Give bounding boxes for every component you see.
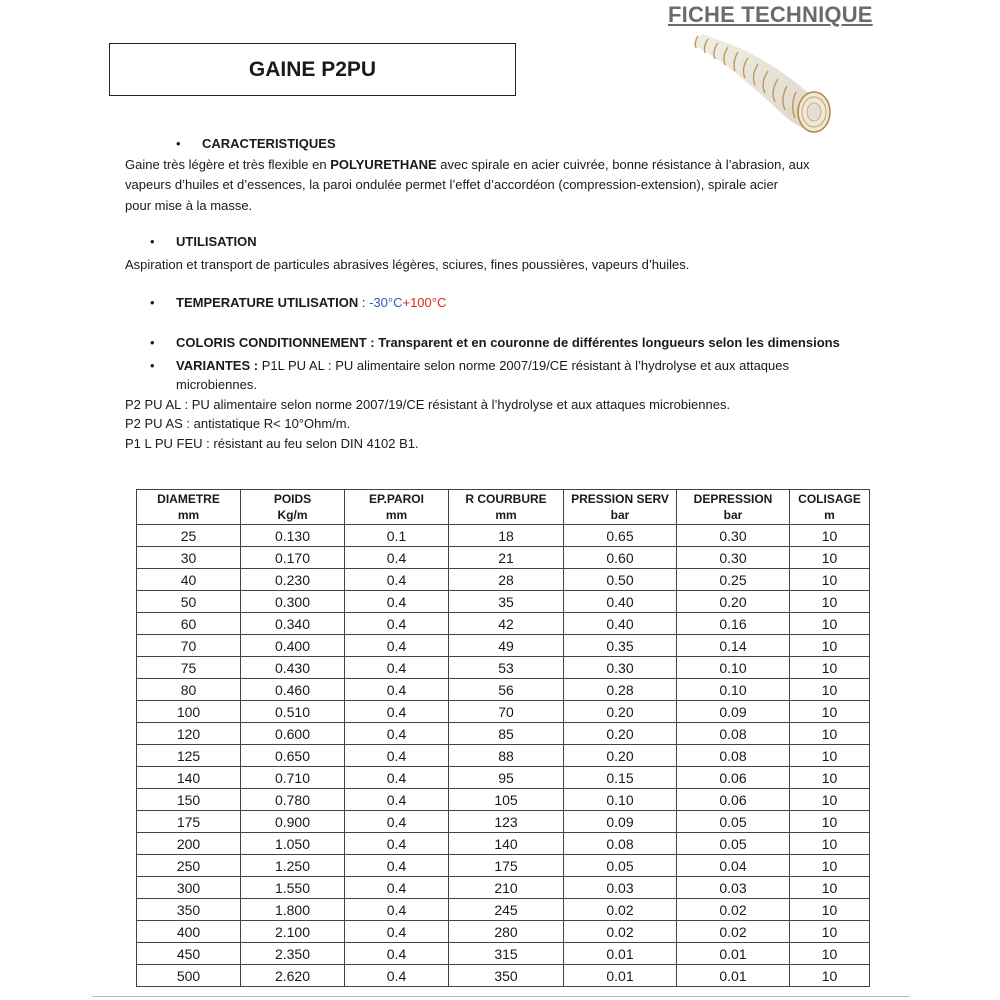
table-cell: 0.4 (345, 613, 449, 635)
table-body (137, 525, 870, 987)
table-cell: 2.350 (241, 943, 345, 965)
table-cell: 18 (449, 525, 564, 547)
variantes-line-2: microbiennes. (176, 377, 257, 392)
table-cell: 0.4 (345, 635, 449, 657)
table-cell: 1.050 (241, 833, 345, 855)
table-cell: 0.4 (345, 701, 449, 723)
table-cell: 0.170 (241, 547, 345, 569)
table-cell: 140 (137, 767, 241, 789)
temperature-heading: TEMPERATURE UTILISATION (176, 295, 359, 310)
table-cell: 0.10 (564, 789, 677, 811)
table-cell: 100 (137, 701, 241, 723)
table-cell: 0.710 (241, 767, 345, 789)
caracteristiques-line-1 (125, 155, 810, 175)
page-bottom-divider (92, 996, 910, 997)
table-cell: 70 (137, 635, 241, 657)
variantes-line-1 (176, 356, 789, 376)
table-cell: 350 (449, 965, 564, 987)
table-cell: 125 (137, 745, 241, 767)
header-unit: mm (177, 508, 200, 522)
table-cell: 0.4 (345, 745, 449, 767)
table-row (137, 591, 870, 613)
product-title: GAINE P2PU (248, 57, 377, 81)
header-unit: mm (385, 508, 408, 522)
table-cell: 10 (790, 943, 870, 965)
table-cell: 0.09 (677, 701, 790, 723)
fiche-technique-label: FICHE TECHNIQUE (668, 2, 873, 27)
table-cell: 85 (449, 723, 564, 745)
table-row (137, 767, 870, 789)
caracteristiques-line-2: vapeurs d’huiles et d’essences, la paroi ondulée permet l’effet d’accordéon (compression-extension), spirale acier (125, 177, 779, 192)
table-cell: 10 (790, 745, 870, 767)
table-cell: 0.4 (345, 723, 449, 745)
table-cell: 0.05 (677, 811, 790, 833)
table-cell: 0.05 (564, 855, 677, 877)
table-cell: 0.340 (241, 613, 345, 635)
variantes-line-4: P2 PU AS : antistatique R< 10°Ohm/m. (125, 416, 351, 431)
table-cell: 21 (449, 547, 564, 569)
text-span: : (358, 295, 370, 310)
table-cell: 1.250 (241, 855, 345, 877)
table-cell: 1.800 (241, 899, 345, 921)
table-cell: 300 (137, 877, 241, 899)
table-cell: 0.08 (677, 745, 790, 767)
table-cell: 0.40 (564, 613, 677, 635)
table-cell: 0.01 (677, 943, 790, 965)
table-cell: 0.300 (241, 591, 345, 613)
header-unit: Kg/m (277, 508, 308, 522)
table-row (137, 943, 870, 965)
table-cell: 35 (449, 591, 564, 613)
table-cell: 120 (137, 723, 241, 745)
table-cell: 10 (790, 569, 870, 591)
table-cell: 0.4 (345, 569, 449, 591)
column-header-poids (241, 490, 345, 525)
table-cell: 0.25 (677, 569, 790, 591)
table-cell: 10 (790, 767, 870, 789)
table-row (137, 811, 870, 833)
table-row (137, 723, 870, 745)
table-row (137, 525, 870, 547)
table-cell: 0.10 (677, 679, 790, 701)
table-cell: 0.03 (564, 877, 677, 899)
table-cell: 10 (790, 833, 870, 855)
table-cell: 10 (790, 921, 870, 943)
table-cell: 0.16 (677, 613, 790, 635)
table-cell: 0.01 (564, 943, 677, 965)
variantes-line-3: P2 PU AL : PU alimentaire selon norme 2007/19/CE résistant à l’hydrolyse et aux attaques microbiennes. (125, 397, 731, 412)
table-cell: 175 (449, 855, 564, 877)
header-name: PRESSION SERV (571, 492, 669, 506)
column-header-ep-paroi (345, 490, 449, 525)
table-cell: 0.430 (241, 657, 345, 679)
table-cell: 105 (449, 789, 564, 811)
header-name: DEPRESSION (693, 492, 773, 506)
table-cell: 0.20 (564, 745, 677, 767)
table-cell: 0.130 (241, 525, 345, 547)
table-cell: 0.02 (677, 899, 790, 921)
table-cell: 28 (449, 569, 564, 591)
table-cell: 95 (449, 767, 564, 789)
table-cell: 10 (790, 613, 870, 635)
bullet-icon: • (150, 295, 155, 310)
text-span: Gaine très légère et très flexible en (125, 157, 331, 172)
table-row (137, 899, 870, 921)
table-cell: 75 (137, 657, 241, 679)
table-cell: 0.02 (564, 921, 677, 943)
text-span: avec spirale en acier cuivrée, bonne résistance à l’abrasion, aux (436, 157, 810, 172)
header-name: DIAMETRE (157, 492, 220, 506)
table-cell: 0.30 (564, 657, 677, 679)
header-name: R COURBURE (465, 492, 547, 506)
header-unit: mm (495, 508, 517, 522)
table-cell: 0.4 (345, 943, 449, 965)
table-cell: 10 (790, 701, 870, 723)
table-row (137, 921, 870, 943)
table-cell: 0.4 (345, 899, 449, 921)
table-cell: 0.65 (564, 525, 677, 547)
table-row (137, 855, 870, 877)
spec-table (136, 489, 870, 987)
table-cell: 10 (790, 635, 870, 657)
table-cell: 500 (137, 965, 241, 987)
caracteristiques-line-3: pour mise à la masse. (125, 198, 253, 213)
temperature-min: -30°C (369, 295, 403, 310)
table-cell: 250 (137, 855, 241, 877)
header-unit: bar (610, 508, 630, 522)
table-cell: 10 (790, 547, 870, 569)
header-unit: bar (723, 508, 743, 522)
table-row (137, 833, 870, 855)
variantes-heading: VARIANTES : (176, 358, 259, 373)
column-header-pression-serv (564, 490, 677, 525)
table-cell: 0.01 (677, 965, 790, 987)
table-cell: 10 (790, 899, 870, 921)
table-cell: 0.400 (241, 635, 345, 657)
table-cell: 0.02 (564, 899, 677, 921)
table-cell: 0.4 (345, 657, 449, 679)
table-cell: 0.460 (241, 679, 345, 701)
column-header-diametre (137, 490, 241, 525)
product-title-box (109, 43, 516, 96)
table-cell: 10 (790, 525, 870, 547)
table-cell: 0.4 (345, 811, 449, 833)
table-cell: 210 (449, 877, 564, 899)
table-row (137, 547, 870, 569)
table-cell: 0.900 (241, 811, 345, 833)
header-name: EP.PAROI (369, 492, 424, 506)
table-cell: 0.09 (564, 811, 677, 833)
table-cell: 0.60 (564, 547, 677, 569)
header-name: COLISAGE (798, 492, 861, 506)
table-cell: 0.02 (677, 921, 790, 943)
table-cell: 0.05 (677, 833, 790, 855)
table-cell: 280 (449, 921, 564, 943)
table-cell: 0.650 (241, 745, 345, 767)
table-cell: 400 (137, 921, 241, 943)
table-cell: 0.4 (345, 965, 449, 987)
table-cell: 0.30 (677, 525, 790, 547)
temperature-line (176, 293, 446, 313)
coloris-line: COLORIS CONDITIONNEMENT : Transparent et en couronne de différentes longueurs selon les dimensions (176, 335, 840, 350)
table-cell: 0.04 (677, 855, 790, 877)
table-cell: 0.20 (564, 723, 677, 745)
table-cell: 0.230 (241, 569, 345, 591)
table-cell: 0.30 (677, 547, 790, 569)
table-cell: 0.03 (677, 877, 790, 899)
bullet-icon: • (176, 136, 181, 151)
table-cell: 10 (790, 789, 870, 811)
table-cell: 10 (790, 877, 870, 899)
table-cell: 0.780 (241, 789, 345, 811)
table-cell: 150 (137, 789, 241, 811)
table-cell: 42 (449, 613, 564, 635)
table-cell: 0.06 (677, 767, 790, 789)
variantes-line-5: P1 L PU FEU : résistant au feu selon DIN 4102 B1. (125, 436, 419, 451)
table-cell: 10 (790, 723, 870, 745)
table-cell: 10 (790, 591, 870, 613)
bullet-icon: • (150, 358, 155, 373)
table-row (137, 701, 870, 723)
table-cell: 56 (449, 679, 564, 701)
table-cell: 70 (449, 701, 564, 723)
table-cell: 53 (449, 657, 564, 679)
table-cell: 0.28 (564, 679, 677, 701)
table-cell: 0.40 (564, 591, 677, 613)
table-cell: 30 (137, 547, 241, 569)
table-cell: 0.01 (564, 965, 677, 987)
table-cell: 0.4 (345, 767, 449, 789)
table-cell: 0.08 (564, 833, 677, 855)
table-cell: 10 (790, 679, 870, 701)
table-cell: 0.4 (345, 855, 449, 877)
table-cell: 0.4 (345, 547, 449, 569)
table-cell: 0.20 (564, 701, 677, 723)
table-cell: 0.1 (345, 525, 449, 547)
bullet-icon: • (150, 234, 155, 249)
temperature-max: +100°C (402, 295, 447, 310)
table-cell: 0.10 (677, 657, 790, 679)
table-row (137, 569, 870, 591)
table-cell: 50 (137, 591, 241, 613)
material-name: POLYURETHANE (330, 157, 437, 172)
table-cell: 0.14 (677, 635, 790, 657)
table-cell: 140 (449, 833, 564, 855)
utilisation-text: Aspiration et transport de particules abrasives légères, sciures, fines poussières, vapeurs d’huiles. (125, 257, 690, 272)
table-row (137, 789, 870, 811)
caracteristiques-heading: CARACTERISTIQUES (202, 136, 336, 151)
table-cell: 0.4 (345, 591, 449, 613)
table-cell: 0.08 (677, 723, 790, 745)
table-cell: 0.4 (345, 921, 449, 943)
table-cell: 0.4 (345, 789, 449, 811)
bullet-icon: • (150, 335, 155, 350)
table-cell: 25 (137, 525, 241, 547)
spiral-hose-image (690, 34, 838, 134)
table-row (137, 657, 870, 679)
table-cell: 315 (449, 943, 564, 965)
table-cell: 0.510 (241, 701, 345, 723)
table-row (137, 877, 870, 899)
table-cell: 450 (137, 943, 241, 965)
table-cell: 350 (137, 899, 241, 921)
table-cell: 2.100 (241, 921, 345, 943)
table-cell: 10 (790, 855, 870, 877)
column-header-colisage (790, 490, 870, 525)
table-cell: 60 (137, 613, 241, 635)
table-cell: 0.4 (345, 877, 449, 899)
table-cell: 0.4 (345, 679, 449, 701)
table-cell: 10 (790, 965, 870, 987)
header-name: POIDS (273, 492, 312, 506)
text-span: P1L PU AL : PU alimentaire selon norme 2007/19/CE résistant à l’hydrolyse et aux attaques (258, 358, 789, 373)
table-cell: 0.35 (564, 635, 677, 657)
table-cell: 0.50 (564, 569, 677, 591)
table-cell: 0.20 (677, 591, 790, 613)
table-row (137, 613, 870, 635)
table-cell: 0.600 (241, 723, 345, 745)
table-cell: 80 (137, 679, 241, 701)
table-cell: 2.620 (241, 965, 345, 987)
table-cell: 10 (790, 811, 870, 833)
table-cell: 175 (137, 811, 241, 833)
table-cell: 10 (790, 657, 870, 679)
table-row (137, 965, 870, 987)
header-unit: m (824, 508, 835, 522)
table-cell: 245 (449, 899, 564, 921)
table-cell: 0.06 (677, 789, 790, 811)
table-header-row (137, 490, 870, 525)
utilisation-heading: UTILISATION (176, 234, 257, 249)
table-cell: 1.550 (241, 877, 345, 899)
table-row (137, 679, 870, 701)
table-cell: 200 (137, 833, 241, 855)
table-row (137, 635, 870, 657)
column-header-r-courbure (449, 490, 564, 525)
column-header-depression (677, 490, 790, 525)
table-cell: 49 (449, 635, 564, 657)
table-cell: 0.15 (564, 767, 677, 789)
table-cell: 88 (449, 745, 564, 767)
table-cell: 40 (137, 569, 241, 591)
table-cell: 0.4 (345, 833, 449, 855)
table-row (137, 745, 870, 767)
table-cell: 123 (449, 811, 564, 833)
